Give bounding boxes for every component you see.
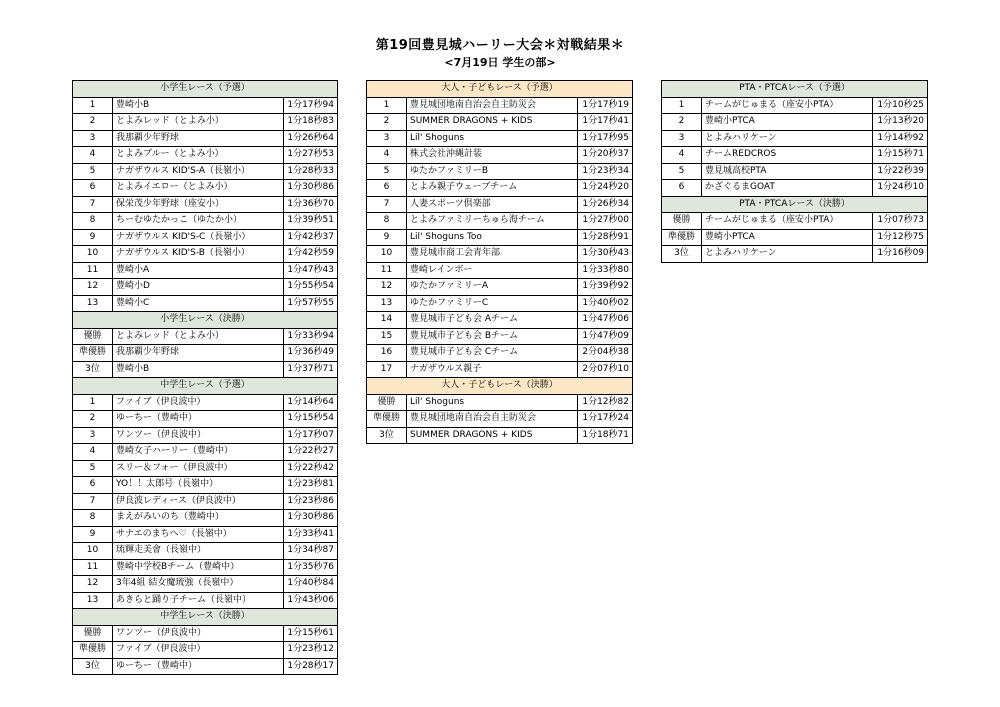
time-cell: 1分17秒07 — [284, 427, 338, 444]
rank-cell: 10 — [367, 246, 407, 263]
team-cell: チームREDCROS — [702, 147, 873, 164]
time-cell: 1分17秒24 — [578, 411, 633, 428]
rank-cell: 9 — [73, 229, 113, 246]
team-cell: 豊崎小B — [113, 97, 284, 114]
team-cell: チームがじゅまる（座安小PTA） — [702, 213, 873, 230]
team-cell: とよみレッド（とよみ小） — [113, 328, 284, 345]
time-cell: 1分37秒71 — [284, 361, 338, 378]
rank-cell: 12 — [73, 576, 113, 593]
team-cell: とよみブルー（とよみ小） — [113, 147, 284, 164]
team-cell: SUMMER DRAGONS + KIDS — [407, 114, 578, 131]
time-cell: 1分43秒06 — [284, 592, 338, 609]
rank-cell: 15 — [367, 328, 407, 345]
result-row — [662, 114, 928, 131]
team-cell: 豊見城高校PTA — [702, 163, 873, 180]
rank-cell: 準優勝 — [367, 411, 407, 428]
result-row — [73, 460, 338, 477]
team-cell: 豊見城市商工会青年部 — [407, 246, 578, 263]
rank-cell: 4 — [73, 147, 113, 164]
time-cell: 1分17秒94 — [284, 97, 338, 114]
time-cell: 1分40秒02 — [578, 295, 633, 312]
time-cell: 1分22秒42 — [284, 460, 338, 477]
result-row — [662, 213, 928, 230]
result-row — [73, 658, 338, 675]
time-cell: 1分17秒41 — [578, 114, 633, 131]
result-row — [73, 444, 338, 461]
rank-cell: 11 — [367, 262, 407, 279]
rank-cell: 13 — [367, 295, 407, 312]
section-header: 大人・子どもレース（予選） — [367, 81, 633, 98]
time-cell: 2分07秒10 — [578, 361, 633, 378]
result-row — [367, 394, 633, 411]
result-row — [73, 642, 338, 659]
time-cell: 1分23秒12 — [284, 642, 338, 659]
team-cell: あきらと踊り子チーム（長嶺中） — [113, 592, 284, 609]
time-cell: 1分15秒61 — [284, 625, 338, 642]
section-header-row — [662, 81, 928, 98]
result-row — [662, 180, 928, 197]
time-cell: 1分26秒34 — [578, 196, 633, 213]
result-row — [367, 229, 633, 246]
time-cell: 1分47秒06 — [578, 312, 633, 329]
result-row — [73, 361, 338, 378]
time-cell: 1分18秒71 — [578, 427, 633, 444]
team-cell: ゆたかファミリーC — [407, 295, 578, 312]
time-cell: 1分39秒92 — [578, 279, 633, 296]
time-cell: 1分23秒86 — [284, 493, 338, 510]
time-cell: 1分27秒00 — [578, 213, 633, 230]
time-cell: 1分42秒37 — [284, 229, 338, 246]
rank-cell: 3位 — [73, 658, 113, 675]
time-cell: 1分23秒81 — [284, 477, 338, 494]
rank-cell: 11 — [73, 559, 113, 576]
time-cell: 1分24秒20 — [578, 180, 633, 197]
team-cell: 株式会社沖縄計装 — [407, 147, 578, 164]
rank-cell: 3 — [367, 130, 407, 147]
team-cell: ファイブ（伊良波中） — [113, 642, 284, 659]
time-cell: 1分35秒76 — [284, 559, 338, 576]
result-row — [73, 526, 338, 543]
page-subtitle: <7月19日 学生の部> — [444, 56, 556, 69]
team-cell: チームがじゅまる（座安小PTA） — [702, 97, 873, 114]
result-row — [367, 279, 633, 296]
rank-cell: 2 — [367, 114, 407, 131]
team-cell: ナガザウルス KID'S-C（長嶺小） — [113, 229, 284, 246]
section-header-row — [73, 312, 338, 329]
result-row — [367, 345, 633, 362]
rank-cell: 1 — [367, 97, 407, 114]
rank-cell: 6 — [662, 180, 702, 197]
result-row — [73, 559, 338, 576]
time-cell: 1分47秒43 — [284, 262, 338, 279]
team-cell: まえがみいのち（豊崎中） — [113, 510, 284, 527]
team-cell: 豊崎小D — [113, 279, 284, 296]
result-row — [73, 163, 338, 180]
time-cell: 1分12秒82 — [578, 394, 633, 411]
section-header-row — [367, 378, 633, 395]
rank-cell: 1 — [662, 97, 702, 114]
rank-cell: 4 — [367, 147, 407, 164]
rank-cell: 5 — [73, 163, 113, 180]
result-row — [73, 262, 338, 279]
team-cell: 豊見城団地南自治会自主防災会 — [407, 411, 578, 428]
team-cell: 保栄茂少年野球（座安小） — [113, 196, 284, 213]
section-header-row — [73, 81, 338, 98]
team-cell: 豊見城市子ども会 Aチーム — [407, 312, 578, 329]
result-row — [662, 163, 928, 180]
team-cell: ゆーちー（豊崎中） — [113, 658, 284, 675]
section-header: 中学生レース（予選） — [73, 378, 338, 395]
rank-cell: 5 — [73, 460, 113, 477]
team-cell: 豊見城団地南自治会自主防災会 — [407, 97, 578, 114]
result-row — [73, 592, 338, 609]
time-cell: 1分18秒83 — [284, 114, 338, 131]
rank-cell: 5 — [662, 163, 702, 180]
time-cell: 1分30秒43 — [578, 246, 633, 263]
time-cell: 1分30秒86 — [284, 510, 338, 527]
team-cell: 豊見城市子ども会 Bチーム — [407, 328, 578, 345]
rank-cell: 1 — [73, 394, 113, 411]
time-cell: 1分40秒84 — [284, 576, 338, 593]
time-cell: 1分14秒64 — [284, 394, 338, 411]
rank-cell: 準優勝 — [662, 229, 702, 246]
time-cell: 1分15秒54 — [284, 411, 338, 428]
rank-cell: 7 — [73, 493, 113, 510]
team-cell: かざぐるまGOAT — [702, 180, 873, 197]
result-row — [662, 97, 928, 114]
result-row — [73, 345, 338, 362]
team-cell: 豊見城市子ども会 Cチーム — [407, 345, 578, 362]
rank-cell: 優勝 — [662, 213, 702, 230]
result-row — [73, 625, 338, 642]
result-row — [662, 229, 928, 246]
team-cell: 豊崎レインボー — [407, 262, 578, 279]
team-cell: とよみハリケーン — [702, 246, 873, 263]
team-cell: とよみイエロー（とよみ小） — [113, 180, 284, 197]
team-cell: とよみレッド（とよみ小） — [113, 114, 284, 131]
result-row — [73, 229, 338, 246]
rank-cell: 13 — [73, 295, 113, 312]
result-row — [73, 295, 338, 312]
results-table-column-1 — [72, 80, 338, 675]
rank-cell: 優勝 — [367, 394, 407, 411]
team-cell: ファイブ（伊良波中） — [113, 394, 284, 411]
result-row — [73, 493, 338, 510]
rank-cell: 1 — [73, 97, 113, 114]
section-header: 中学生レース（決勝） — [73, 609, 338, 626]
rank-cell: 12 — [73, 279, 113, 296]
rank-cell: 準優勝 — [73, 345, 113, 362]
section-header-row — [73, 609, 338, 626]
team-cell: 琉輝走美會（長嶺中） — [113, 543, 284, 560]
team-cell: 伊良波レディース（伊良波中） — [113, 493, 284, 510]
rank-cell: 7 — [73, 196, 113, 213]
team-cell: ナガザウルス KID'S-B（長嶺小） — [113, 246, 284, 263]
result-row — [367, 328, 633, 345]
result-row — [367, 196, 633, 213]
time-cell: 1分12秒75 — [873, 229, 928, 246]
team-cell: 人妻スポーツ倶楽部 — [407, 196, 578, 213]
team-cell: Lil' Shoguns — [407, 130, 578, 147]
time-cell: 1分22秒39 — [873, 163, 928, 180]
result-row — [367, 147, 633, 164]
team-cell: ワンツー（伊良波中） — [113, 427, 284, 444]
result-row — [367, 262, 633, 279]
section-header: 小学生レース（決勝） — [73, 312, 338, 329]
rank-cell: 4 — [73, 444, 113, 461]
rank-cell: 13 — [73, 592, 113, 609]
result-row — [73, 279, 338, 296]
result-row — [73, 147, 338, 164]
time-cell: 1分20秒37 — [578, 147, 633, 164]
section-header-row — [662, 196, 928, 213]
section-header: 小学生レース（予選） — [73, 81, 338, 98]
team-cell: 豊崎小PTCA — [702, 114, 873, 131]
team-cell: Lil' Shoguns — [407, 394, 578, 411]
time-cell: 1分10秒25 — [873, 97, 928, 114]
result-row — [73, 411, 338, 428]
team-cell: 3年4組 結女魔琉強（長嶺中） — [113, 576, 284, 593]
rank-cell: 11 — [73, 262, 113, 279]
rank-cell: 3位 — [73, 361, 113, 378]
rank-cell: 準優勝 — [73, 642, 113, 659]
rank-cell: 6 — [73, 180, 113, 197]
result-row — [367, 361, 633, 378]
rank-cell: 3 — [73, 427, 113, 444]
time-cell: 1分28秒33 — [284, 163, 338, 180]
time-cell: 1分15秒71 — [873, 147, 928, 164]
result-row — [367, 114, 633, 131]
rank-cell: 3 — [73, 130, 113, 147]
time-cell: 1分17秒19 — [578, 97, 633, 114]
result-row — [73, 114, 338, 131]
result-row — [367, 295, 633, 312]
rank-cell: 9 — [367, 229, 407, 246]
result-row — [367, 97, 633, 114]
time-cell: 1分34秒87 — [284, 543, 338, 560]
time-cell: 1分24秒10 — [873, 180, 928, 197]
time-cell: 1分36秒70 — [284, 196, 338, 213]
result-row — [73, 213, 338, 230]
section-header-row — [73, 378, 338, 395]
team-cell: 豊崎小PTCA — [702, 229, 873, 246]
rank-cell: 8 — [73, 213, 113, 230]
result-row — [367, 312, 633, 329]
team-cell: ちーむゆたかっこ（ゆたか小） — [113, 213, 284, 230]
team-cell: ワンツー（伊良波中） — [113, 625, 284, 642]
time-cell: 1分28秒91 — [578, 229, 633, 246]
result-row — [73, 543, 338, 560]
result-row — [73, 510, 338, 527]
time-cell: 1分16秒09 — [873, 246, 928, 263]
time-cell: 1分14秒92 — [873, 130, 928, 147]
rank-cell: 2 — [662, 114, 702, 131]
section-header: PTA・PTCAレース（決勝） — [662, 196, 928, 213]
team-cell: SUMMER DRAGONS + KIDS — [407, 427, 578, 444]
results-table-column-2 — [366, 80, 633, 444]
rank-cell: 17 — [367, 361, 407, 378]
section-header: 大人・子どもレース（決勝） — [367, 378, 633, 395]
rank-cell: 2 — [73, 411, 113, 428]
rank-cell: 6 — [367, 180, 407, 197]
team-cell: とよみハリケーン — [702, 130, 873, 147]
result-row — [367, 411, 633, 428]
result-row — [367, 213, 633, 230]
team-cell: サナエのまちへ♡（長嶺中） — [113, 526, 284, 543]
team-cell: 豊崎小A — [113, 262, 284, 279]
time-cell: 1分23秒34 — [578, 163, 633, 180]
page-title: 第19回豊見城ハーリー大会＊対戦結果＊ — [375, 38, 625, 53]
rank-cell: 8 — [73, 510, 113, 527]
section-header: PTA・PTCAレース（予選） — [662, 81, 928, 98]
rank-cell: 4 — [662, 147, 702, 164]
result-row — [73, 477, 338, 494]
rank-cell: 6 — [73, 477, 113, 494]
team-cell: とよみ親子ウェーブチーム — [407, 180, 578, 197]
rank-cell: 12 — [367, 279, 407, 296]
rank-cell: 10 — [73, 246, 113, 263]
section-header-row — [367, 81, 633, 98]
result-row — [73, 576, 338, 593]
team-cell: 豊崎小B — [113, 361, 284, 378]
time-cell: 1分39秒51 — [284, 213, 338, 230]
result-row — [73, 328, 338, 345]
team-cell: 我那覇少年野球 — [113, 130, 284, 147]
time-cell: 1分57秒55 — [284, 295, 338, 312]
rank-cell: 2 — [73, 114, 113, 131]
time-cell: 1分42秒59 — [284, 246, 338, 263]
team-cell: スリー＆フォー（伊良波中） — [113, 460, 284, 477]
team-cell: ナガザウルス KID'S-A（長嶺小） — [113, 163, 284, 180]
result-row — [73, 246, 338, 263]
time-cell: 1分47秒09 — [578, 328, 633, 345]
team-cell: ゆたかファミリーA — [407, 279, 578, 296]
result-row — [367, 130, 633, 147]
team-cell: YO！！太郎号（長嶺中） — [113, 477, 284, 494]
rank-cell: 3位 — [367, 427, 407, 444]
team-cell: 我那覇少年野球 — [113, 345, 284, 362]
time-cell: 1分36秒49 — [284, 345, 338, 362]
team-cell: 豊崎女子ハーリー（豊崎中） — [113, 444, 284, 461]
rank-cell: 16 — [367, 345, 407, 362]
results-table-column-3 — [661, 80, 928, 263]
team-cell: ゆーちー（豊崎中） — [113, 411, 284, 428]
rank-cell: 優勝 — [73, 328, 113, 345]
time-cell: 1分28秒17 — [284, 658, 338, 675]
rank-cell: 14 — [367, 312, 407, 329]
rank-cell: 3 — [662, 130, 702, 147]
time-cell: 1分17秒95 — [578, 130, 633, 147]
time-cell: 1分55秒54 — [284, 279, 338, 296]
time-cell: 1分33秒80 — [578, 262, 633, 279]
result-row — [73, 97, 338, 114]
time-cell: 1分33秒41 — [284, 526, 338, 543]
result-row — [662, 147, 928, 164]
result-row — [367, 246, 633, 263]
time-cell: 1分13秒20 — [873, 114, 928, 131]
rank-cell: 8 — [367, 213, 407, 230]
time-cell: 1分30秒86 — [284, 180, 338, 197]
time-cell: 1分33秒94 — [284, 328, 338, 345]
time-cell: 1分26秒64 — [284, 130, 338, 147]
time-cell: 2分04秒38 — [578, 345, 633, 362]
rank-cell: 7 — [367, 196, 407, 213]
rank-cell: 優勝 — [73, 625, 113, 642]
result-row — [73, 427, 338, 444]
rank-cell: 5 — [367, 163, 407, 180]
time-cell: 1分27秒53 — [284, 147, 338, 164]
time-cell: 1分22秒27 — [284, 444, 338, 461]
result-row — [73, 130, 338, 147]
team-cell: とよみファミリーちゅら海チーム — [407, 213, 578, 230]
rank-cell: 3位 — [662, 246, 702, 263]
team-cell: 豊崎中学校Bチーム（豊崎中） — [113, 559, 284, 576]
result-row — [73, 196, 338, 213]
team-cell: 豊崎小C — [113, 295, 284, 312]
rank-cell: 10 — [73, 543, 113, 560]
time-cell: 1分07秒73 — [873, 213, 928, 230]
result-row — [73, 180, 338, 197]
rank-cell: 9 — [73, 526, 113, 543]
result-row — [73, 394, 338, 411]
result-row — [367, 163, 633, 180]
team-cell: ゆたかファミリーB — [407, 163, 578, 180]
team-cell: ナガザウルス親子 — [407, 361, 578, 378]
team-cell: Lil' Shoguns Too — [407, 229, 578, 246]
result-row — [367, 180, 633, 197]
result-row — [367, 427, 633, 444]
result-row — [662, 130, 928, 147]
result-row — [662, 246, 928, 263]
